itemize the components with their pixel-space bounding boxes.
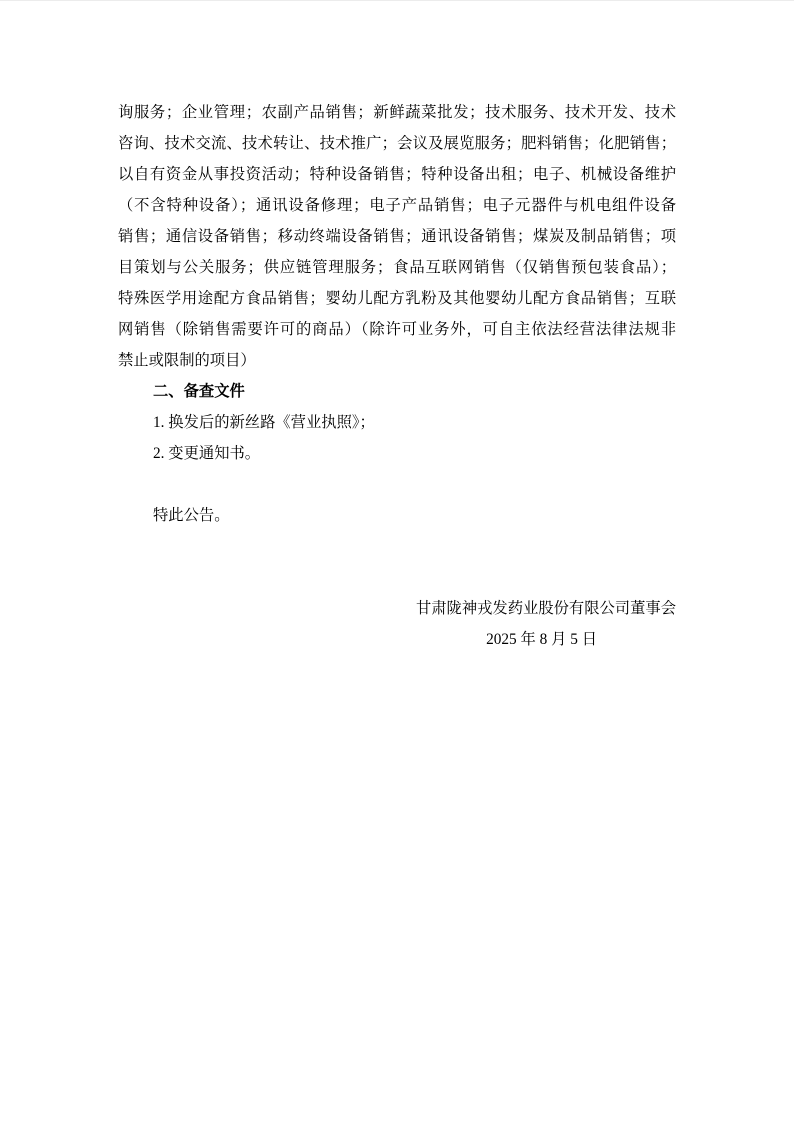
closing-statement: 特此公告。 — [153, 507, 230, 524]
body-paragraph-line: （不含特种设备）；通讯设备修理；电子产品销售；电子元器件与机电组件设备 — [118, 197, 676, 214]
body-paragraph-line: 特殊医学用途配方食品销售；婴幼儿配方乳粉及其他婴幼儿配方食品销售；互联 — [118, 290, 676, 307]
body-paragraph-line: 目策划与公关服务；供应链管理服务；食品互联网销售（仅销售预包装食品）； — [118, 259, 676, 276]
blank-line-spacer — [118, 531, 676, 562]
signature-company: 甘肃陇神戎发药业股份有限公司董事会 — [415, 600, 676, 617]
body-paragraph-line: 网销售（除销售需要许可的商品）（除许可业务外，可自主依法经营法律法规非 — [118, 321, 676, 338]
blank-line-spacer — [118, 562, 676, 593]
list-item: 1. 换发后的新丝路《营业执照》； — [153, 414, 375, 431]
body-paragraph-line: 咨询、技术交流、技术转让、技术推广；会议及展览服务；肥料销售；化肥销售； — [118, 135, 676, 152]
body-paragraph-line: 禁止或限制的项目） — [118, 352, 256, 369]
body-paragraph-line: 以自有资金从事投资活动；特种设备销售；特种设备出租；电子、机械设备维护 — [118, 166, 676, 183]
document-content — [118, 97, 676, 655]
signature-date: 2025 年 8 月 5 日 — [486, 631, 597, 648]
body-paragraph-line: 询服务；企业管理；农副产品销售；新鲜蔬菜批发；技术服务、技术开发、技术 — [118, 104, 676, 121]
section-heading: 二、备查文件 — [153, 383, 245, 400]
body-paragraph-line: 销售；通信设备销售；移动终端设备销售；通讯设备销售；煤炭及制品销售；项 — [118, 228, 676, 245]
list-item: 2. 变更通知书。 — [153, 445, 261, 462]
blank-line-spacer — [118, 469, 676, 500]
